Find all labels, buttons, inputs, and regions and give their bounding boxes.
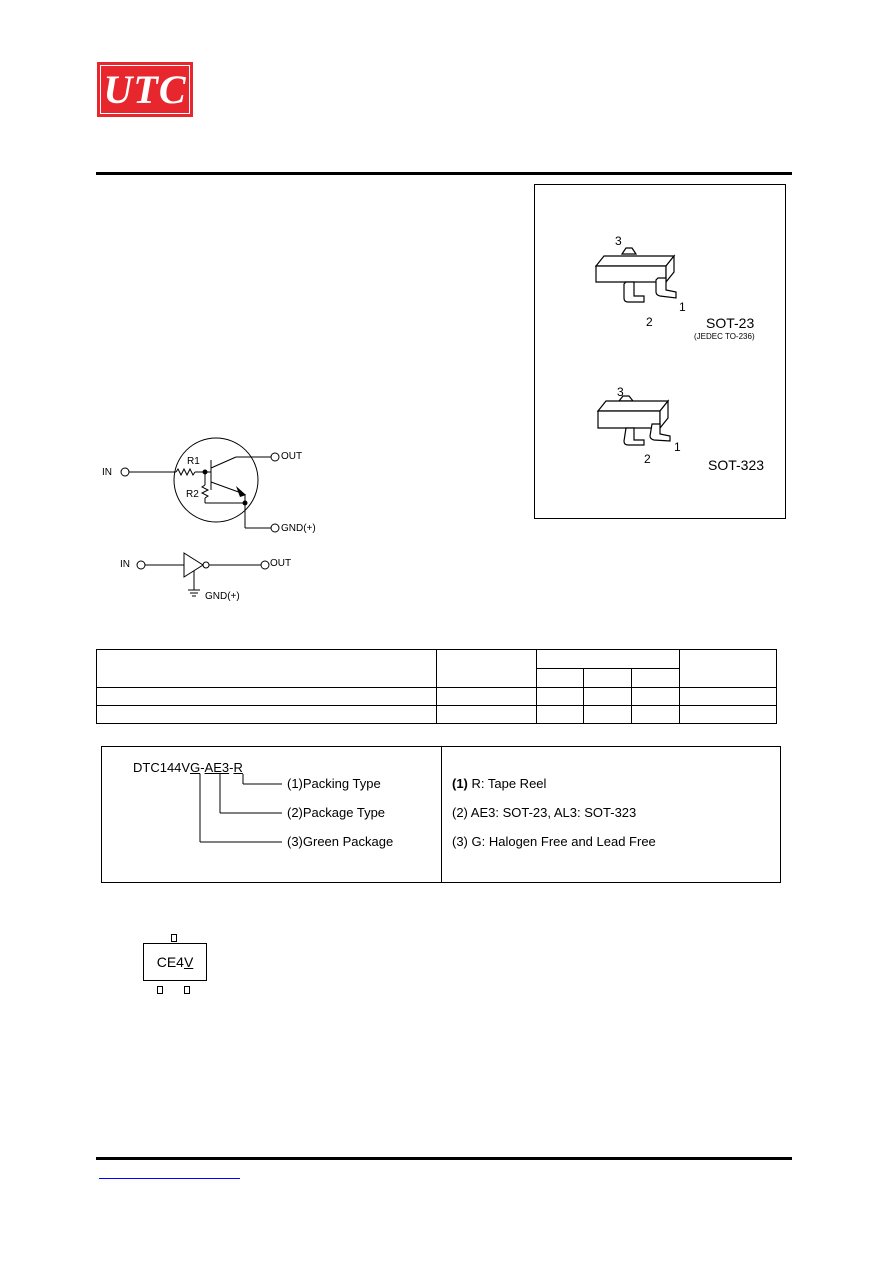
part-green: G — [190, 760, 201, 775]
schematic-r1-label: R1 — [187, 456, 200, 467]
table-row — [97, 688, 777, 706]
marking-pin-left — [157, 986, 163, 994]
package-type-desc: (2) AE3: SOT-23, AL3: SOT-323 — [452, 805, 637, 820]
table-cell — [679, 650, 776, 688]
table-cell — [97, 650, 437, 688]
header-rule — [96, 172, 792, 175]
ordering-divider — [441, 746, 442, 883]
table-cell — [536, 650, 679, 669]
table-cell — [536, 669, 584, 688]
sot23-jedec: (JEDEC TO-236) — [694, 332, 755, 341]
package-type-label: (2)Package Type — [287, 805, 386, 820]
sot323-pin3: 3 — [617, 385, 624, 399]
schematic-in-label: IN — [102, 467, 112, 478]
utc-logo — [97, 62, 193, 117]
logic-out-label: OUT — [270, 558, 292, 569]
green-package-label: (3)Green Package — [287, 834, 394, 849]
logic-gnd-label: GND(+) — [205, 591, 240, 602]
packing-type-label: (1)Packing Type — [287, 776, 381, 791]
table-cell — [632, 669, 680, 688]
part-package: AE3 — [204, 760, 230, 775]
sot23-label: SOT-23 — [706, 315, 755, 331]
part-dash: - — [229, 760, 234, 775]
spec-table — [96, 649, 777, 724]
table-cell — [584, 669, 632, 688]
sot323-label: SOT-323 — [708, 457, 765, 473]
ordering-leader-lines — [190, 772, 290, 852]
table-cell — [437, 650, 536, 688]
sot323-pin2: 2 — [644, 452, 651, 466]
part-dash: - — [200, 760, 205, 775]
schematic-out-label: OUT — [281, 451, 303, 462]
footer-rule — [96, 1157, 792, 1160]
marking-code: CE4 — [156, 954, 184, 970]
sot23-pin3: 3 — [615, 234, 622, 248]
footer-link[interactable] — [99, 1178, 240, 1179]
part-prefix: DTC144V — [133, 760, 191, 775]
sot323-drawing — [598, 396, 670, 445]
sot23-pin2: 2 — [646, 315, 653, 329]
marking-diagram — [143, 943, 207, 981]
packing-type-desc — [452, 776, 546, 791]
marking-pin-top — [171, 934, 177, 942]
part-packing: R — [233, 760, 243, 775]
schematic-r2-label: R2 — [186, 489, 199, 500]
sot23-drawing — [596, 248, 676, 302]
desc-number: (1) — [452, 776, 468, 791]
sot23-pin1: 1 — [679, 300, 686, 314]
logo-text: UTC — [103, 66, 187, 112]
logic-in-label: IN — [120, 559, 130, 570]
marking-pin-right — [184, 986, 190, 994]
marking-suffix: V — [183, 954, 194, 970]
sot323-pin1: 1 — [674, 440, 681, 454]
green-package-desc: (3) G: Halogen Free and Lead Free — [452, 834, 656, 849]
desc-text: R: Tape Reel — [467, 776, 547, 791]
table-row — [97, 706, 777, 724]
schematic-gnd-label: GND(+) — [281, 523, 316, 534]
